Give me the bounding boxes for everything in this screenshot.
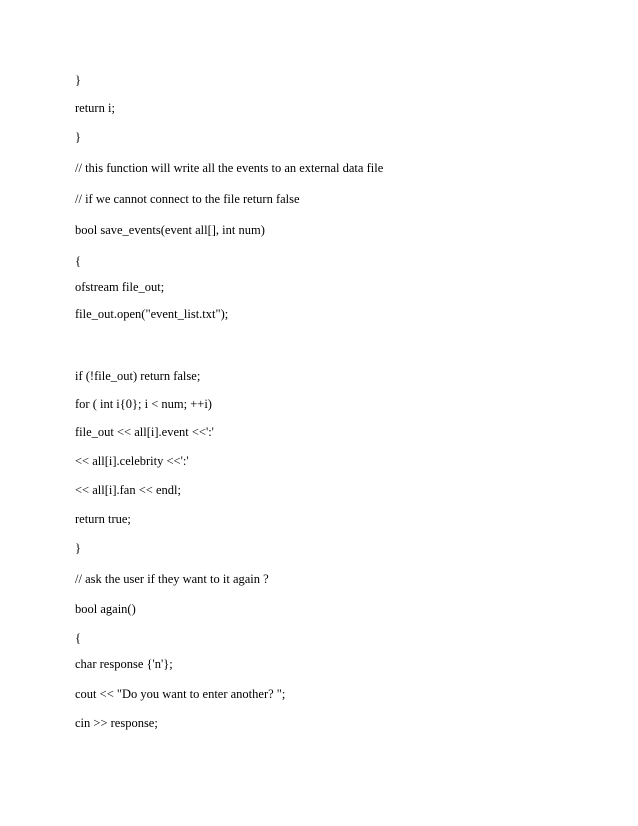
code-line-1: } — [75, 73, 81, 87]
code-line-12: file_out << all[i].event <<':' — [75, 425, 214, 439]
code-line-4: // this function will write all the events to an external data file — [75, 161, 384, 175]
code-line-5: // if we cannot connect to the file return false — [75, 192, 300, 206]
code-line-6: bool save_events(event all[], int num) — [75, 223, 265, 237]
code-line-10: if (!file_out) return false; — [75, 369, 201, 383]
code-line-15: return true; — [75, 512, 131, 526]
code-line-8: ofstream file_out; — [75, 280, 165, 294]
code-line-11: for ( int i{0}; i < num; ++i) — [75, 397, 212, 411]
code-line-13: << all[i].celebrity <<':' — [75, 454, 189, 468]
code-line-19: { — [75, 631, 81, 645]
code-line-20: char response {'n'}; — [75, 657, 173, 671]
code-line-14: << all[i].fan << endl; — [75, 483, 181, 497]
code-line-3: } — [75, 130, 81, 144]
code-line-2: return i; — [75, 101, 115, 115]
code-line-22: cin >> response; — [75, 716, 158, 730]
code-line-9: file_out.open("event_list.txt"); — [75, 307, 229, 321]
code-line-16: } — [75, 541, 81, 555]
code-line-21: cout << "Do you want to enter another? "; — [75, 687, 286, 701]
code-line-7: { — [75, 254, 81, 268]
code-line-17: // ask the user if they want to it again ? — [75, 572, 269, 586]
code-line-18: bool again() — [75, 602, 136, 616]
